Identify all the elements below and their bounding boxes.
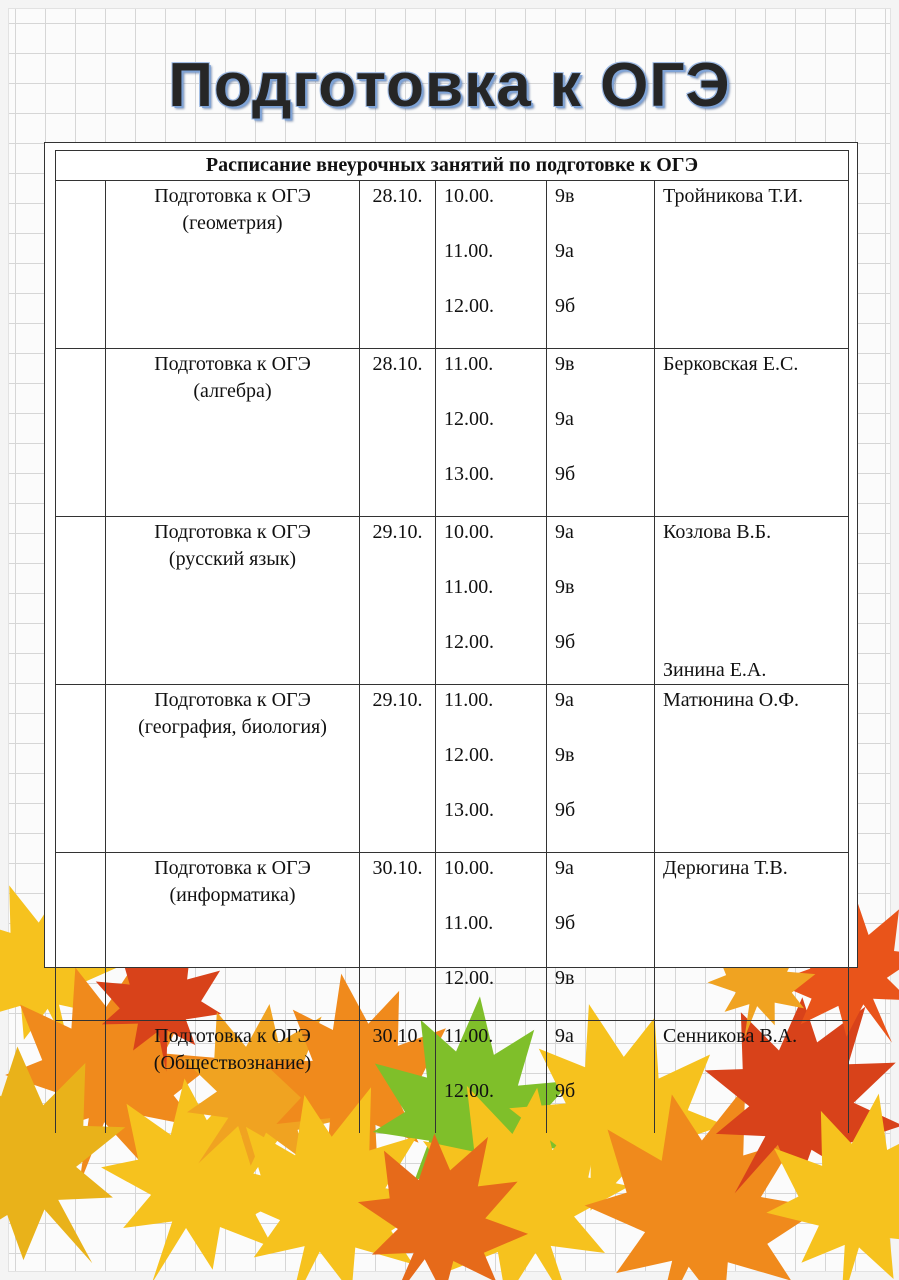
table-header-row bbox=[56, 151, 849, 181]
classes-cell bbox=[547, 181, 655, 349]
time-slot: 12.00. bbox=[444, 295, 494, 317]
subject-cell bbox=[106, 853, 360, 1021]
class-label: 9в bbox=[555, 967, 575, 989]
time-slot: 10.00. bbox=[444, 521, 494, 543]
subject-cell bbox=[106, 685, 360, 853]
number-cell bbox=[56, 853, 106, 1021]
time-slot: 13.00. bbox=[444, 463, 494, 485]
subject-cell bbox=[106, 1021, 360, 1134]
schedule-table bbox=[55, 150, 849, 1133]
time-slot: 12.00. bbox=[444, 631, 494, 653]
time-slot: 10.00. bbox=[444, 857, 494, 879]
date-cell: 28.10. bbox=[360, 181, 436, 349]
class-label: 9а bbox=[555, 1025, 574, 1047]
class-label: 9б bbox=[555, 295, 576, 317]
time-slot: 12.00. bbox=[444, 408, 494, 430]
class-label: 9в bbox=[555, 185, 575, 207]
teacher-cell bbox=[655, 853, 849, 1021]
times-cell bbox=[436, 853, 547, 1021]
times-cell bbox=[436, 1021, 547, 1134]
time-slot: 12.00. bbox=[444, 967, 494, 989]
classes-cell bbox=[547, 1021, 655, 1134]
class-label: 9а bbox=[555, 408, 574, 430]
subject-topic: (алгебра) bbox=[193, 380, 272, 402]
date-cell: 29.10. bbox=[360, 685, 436, 853]
time-slot: 11.00. bbox=[444, 353, 494, 375]
classes-cell bbox=[547, 517, 655, 685]
class-label: 9а bbox=[555, 240, 574, 262]
subject-label: Подготовка к ОГЭ bbox=[154, 521, 311, 543]
teacher-name: Дерюгина Т.В. bbox=[663, 857, 788, 879]
class-label: 9а bbox=[555, 521, 574, 543]
teacher-name: Берковская Е.С. bbox=[663, 353, 799, 375]
page-title: Подготовка к ОГЭ bbox=[168, 51, 731, 120]
class-label: 9б bbox=[555, 1080, 576, 1102]
number-cell bbox=[56, 1021, 106, 1134]
class-label: 9в bbox=[555, 576, 575, 598]
schedule-panel bbox=[44, 142, 858, 1102]
time-slot: 10.00. bbox=[444, 185, 494, 207]
classes-cell bbox=[547, 685, 655, 853]
table-header: Расписание внеурочных занятий по подготовке к ОГЭ bbox=[56, 151, 849, 181]
teacher-cell bbox=[655, 685, 849, 853]
times-cell bbox=[436, 685, 547, 853]
class-label: 9б bbox=[555, 463, 576, 485]
teacher-name: Матюнина О.Ф. bbox=[663, 689, 800, 711]
time-slot: 12.00. bbox=[444, 1080, 494, 1102]
subject-topic: (Обществознание) bbox=[153, 1052, 312, 1074]
class-label: 9в bbox=[555, 353, 575, 375]
class-label: 9б bbox=[555, 799, 576, 821]
number-cell bbox=[56, 685, 106, 853]
time-slot: 11.00. bbox=[444, 240, 494, 262]
teacher-cell bbox=[655, 1021, 849, 1134]
time-slot: 12.00. bbox=[444, 744, 494, 766]
times-cell bbox=[436, 181, 547, 349]
table-row bbox=[56, 181, 849, 349]
date-cell: 28.10. bbox=[360, 349, 436, 517]
teacher-name: Тройникова Т.И. bbox=[663, 185, 803, 207]
teacher-cell bbox=[655, 181, 849, 349]
subject-label: Подготовка к ОГЭ bbox=[154, 689, 311, 711]
date-cell: 30.10. bbox=[360, 1021, 436, 1134]
table-row bbox=[56, 1021, 849, 1134]
subject-label: Подготовка к ОГЭ bbox=[154, 1025, 311, 1047]
number-cell bbox=[56, 181, 106, 349]
class-label: 9в bbox=[555, 744, 575, 766]
table-row bbox=[56, 349, 849, 517]
class-label: 9б bbox=[555, 912, 576, 934]
subject-topic: (русский язык) bbox=[168, 548, 297, 570]
time-slot: 13.00. bbox=[444, 799, 494, 821]
class-label: 9б bbox=[555, 631, 576, 653]
subject-label: Подготовка к ОГЭ bbox=[154, 353, 311, 375]
teacher-cell bbox=[655, 517, 849, 685]
subject-label: Подготовка к ОГЭ bbox=[154, 185, 311, 207]
times-cell bbox=[436, 517, 547, 685]
time-slot: 11.00. bbox=[444, 912, 494, 934]
teacher-name: Сенникова В.А. bbox=[663, 1025, 798, 1047]
date-cell: 30.10. bbox=[360, 853, 436, 1021]
table-row bbox=[56, 685, 849, 853]
table-row bbox=[56, 517, 849, 685]
subject-topic: (география, биология) bbox=[138, 716, 327, 738]
subject-cell bbox=[106, 349, 360, 517]
number-cell bbox=[56, 517, 106, 685]
teacher-cell bbox=[655, 349, 849, 517]
classes-cell bbox=[547, 853, 655, 1021]
date-cell: 29.10. bbox=[360, 517, 436, 685]
subject-topic: (информатика) bbox=[169, 884, 296, 906]
subject-cell bbox=[106, 181, 360, 349]
times-cell bbox=[436, 349, 547, 517]
class-label: 9а bbox=[555, 857, 574, 879]
subject-topic: (геометрия) bbox=[182, 212, 283, 234]
table-row bbox=[56, 853, 849, 1021]
teacher-name: Козлова В.Б. bbox=[663, 521, 772, 543]
subject-label: Подготовка к ОГЭ bbox=[154, 857, 311, 879]
classes-cell bbox=[547, 349, 655, 517]
second-teacher-name: Зинина Е.А. bbox=[663, 659, 767, 681]
time-slot: 11.00. bbox=[444, 689, 494, 711]
class-label: 9а bbox=[555, 689, 574, 711]
time-slot: 11.00. bbox=[444, 1025, 494, 1047]
number-cell bbox=[56, 349, 106, 517]
subject-cell bbox=[106, 517, 360, 685]
time-slot: 11.00. bbox=[444, 576, 494, 598]
